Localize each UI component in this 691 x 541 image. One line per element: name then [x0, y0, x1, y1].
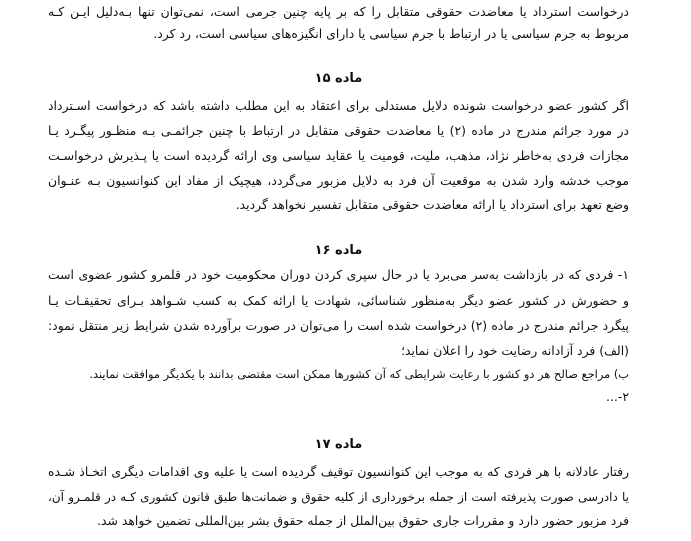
article-16-line-1: ۱- فردی که در بازداشت به‌سر می‌برد یا در حال سپری کردن دوران محکومیت خود در قلمرو کشور عضوی است [48, 267, 629, 282]
article-16-line-2: و حضورش در کشور عضو دیگر به‌منظور شناسائی، شهادت یا ارائه کمک به کسب شـواهد بـرای تحقیقـات یـا [48, 293, 629, 308]
article-17-line-2: یا دادرسی صورت پذیرفته است از جمله برخورداری از کلیه حقوق و ضمانت‌ها طبق قانون کشوری کـه در قلمـرو آن، [48, 490, 629, 504]
article-17-line-1: رفتار عادلانه با هر فردی که به موجب این کنوانسیون توقیف گردیده است یا علیه وی اقدامات دیگری اتخـاذ شـده [48, 464, 629, 479]
article-15-title: ماده ۱۵ [314, 71, 363, 86]
article-16-item-2: ۲-... [606, 389, 629, 404]
intro-line-2: مربوط به جرم سیاسی یا در ارتباط با جرم سیاسی یا دارای انگیزه‌های سیاسی است، رد کرد. [153, 26, 629, 41]
article-16-item-a: (الف) فرد آزادانه رضایت خود را اعلان نماید؛ [401, 343, 629, 358]
article-17-title: ماده ۱۷ [314, 437, 363, 452]
article-15-line-4: موجب خدشه وارد شدن به موقعیت آن فرد به دلایل مزبور می‌گردد، هیچیک از مفاد این کنوانسیون بـه عنـوان [48, 173, 629, 188]
article-16-line-3: پیگرد جرائم مندرج در ماده (۲) درخواست شده است را می‌توان در صورت برآورده شدن شرایط زیر منتقل نمود: [48, 318, 629, 333]
article-15-line-5: وضع تعهد برای استرداد یا ارائه معاضدت حقوقی متقابل تفسیر نخواهد گردید. [235, 197, 629, 212]
article-15-line-3: مجازات فردی به‌خاطر نژاد، مذهب، ملیت، قومیت یا عقاید سیاسی وی ارائه گردیده است یا پـذیرش درخواسـت [48, 148, 629, 163]
article-17-line-3: فرد مزبور حضور دارد و مقررات جاری حقوق بین‌الملل از جمله حقوق بشر بین‌المللی تضمین خواهد شد. [97, 513, 629, 528]
document-page [48, 0, 629, 541]
article-16-title: ماده ۱۶ [314, 243, 363, 258]
article-15-line-2: در مورد جرائم مندرج در ماده (۲) یا معاضدت حقوقی متقابل در ارتباط با چنین جرائمـی بـه منظـور پیگـرد یـا [48, 123, 629, 138]
article-16-item-b: ب) مراجع صالح هر دو کشور با رعایت شرایطی که آن کشورها ممکن است مقتضی بدانند با یکدیگر موافقت نمایند. [89, 367, 629, 381]
intro-line-1: درخواست استرداد یا معاضدت حقوقی متقابل را که بر پایه چنین جرمی است، نمی‌توان تنها بـه‌دلیل ایـن کـه [48, 4, 629, 19]
article-15-line-1: اگر کشور عضو درخواست شونده دلایل مستدلی برای اعتقاد به این مطلب داشته باشد که درخواست اسـترداد [48, 98, 629, 113]
